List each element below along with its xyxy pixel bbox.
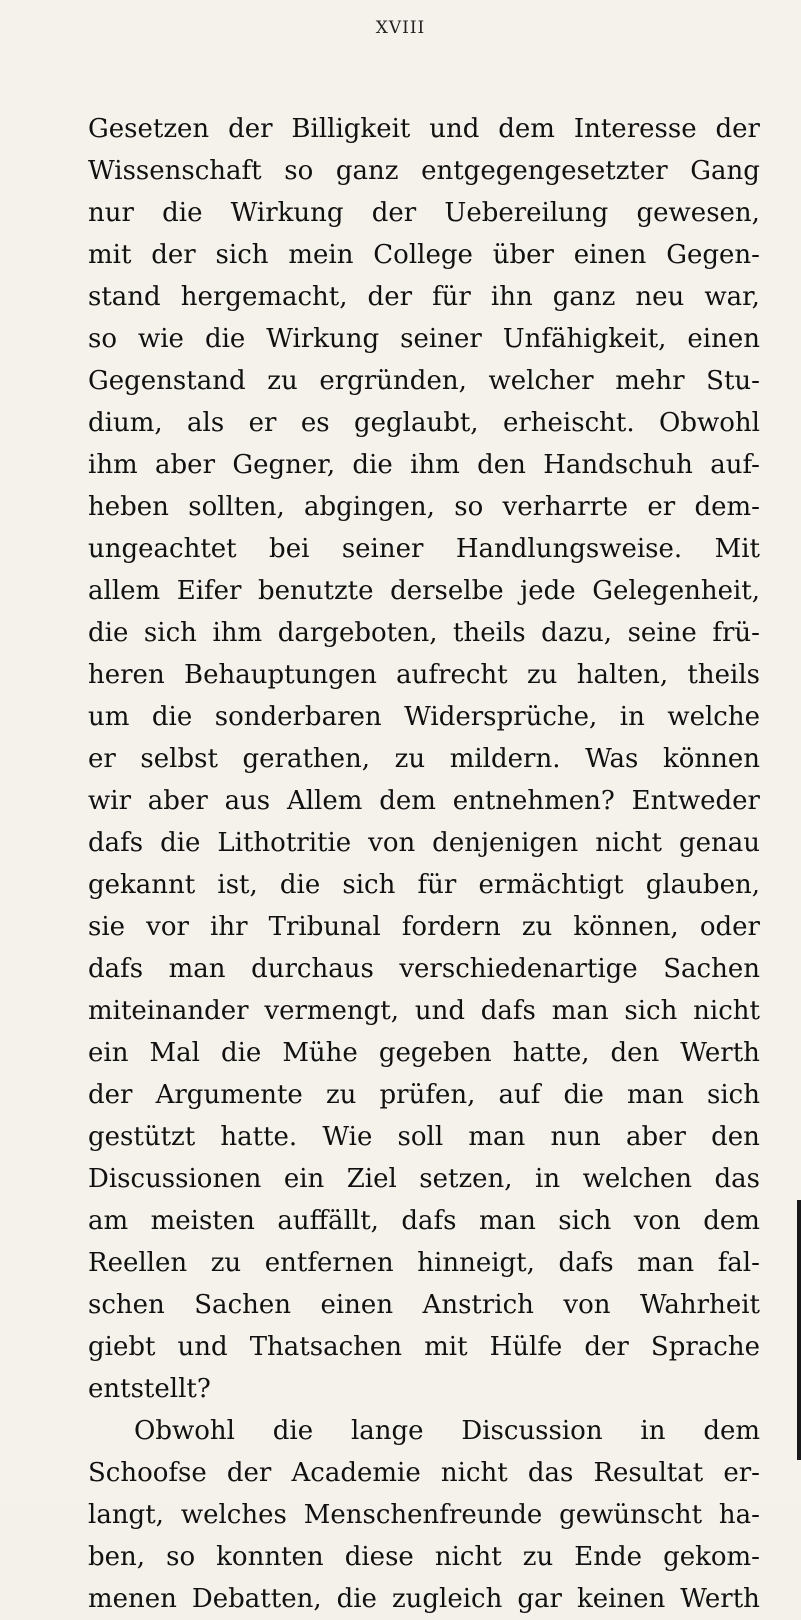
word: Allem	[286, 786, 363, 816]
word: benutzte	[258, 576, 374, 606]
word: selbst	[140, 744, 218, 774]
word: nicht	[595, 828, 663, 858]
word: es	[300, 408, 330, 438]
text-line	[88, 360, 760, 402]
text-line	[88, 654, 760, 696]
word: theils	[687, 660, 760, 690]
word: zu	[526, 660, 558, 690]
word: die	[272, 1416, 314, 1446]
word: gekannt	[88, 870, 196, 900]
word: Obwohl	[659, 408, 760, 438]
word: sich	[707, 1080, 760, 1110]
word: gegeben	[378, 1038, 492, 1068]
text-line	[88, 696, 760, 738]
word: Eifer	[176, 576, 242, 606]
word: den	[711, 1122, 760, 1152]
word: können,	[573, 912, 679, 942]
text-line	[88, 822, 760, 864]
text-line	[88, 948, 760, 990]
word: ihr	[210, 912, 248, 942]
text-line	[88, 1326, 760, 1368]
page-header-numeral: XVIII	[375, 18, 426, 38]
text-line	[88, 738, 760, 780]
word: ihm	[88, 450, 138, 480]
word: hatte,	[512, 1038, 590, 1068]
word: der	[88, 1080, 133, 1110]
word: Wirkung	[230, 198, 344, 228]
word: das	[527, 1458, 574, 1488]
word: aus	[224, 786, 271, 816]
word: er-	[723, 1458, 760, 1488]
word: Gegenstand	[88, 366, 246, 396]
word: Werth	[680, 1584, 760, 1614]
word: menen	[88, 1584, 177, 1614]
word: wie	[137, 324, 184, 354]
word: zu	[394, 744, 426, 774]
word: welches	[180, 1500, 287, 1530]
word: die	[279, 870, 321, 900]
word: seine	[627, 618, 697, 648]
word: die	[151, 702, 193, 732]
word: Tribunal	[268, 912, 381, 942]
word: welchen	[582, 1164, 692, 1194]
word: für	[432, 282, 471, 312]
word: ungeachtet	[88, 534, 237, 564]
word: auf-	[710, 450, 760, 480]
word: halten,	[576, 660, 669, 690]
word: von	[368, 828, 416, 858]
word: er	[248, 408, 277, 438]
text-line	[88, 1116, 760, 1158]
word: die	[160, 828, 201, 858]
word: hinneigt,	[417, 1248, 535, 1278]
word: in	[640, 1416, 666, 1446]
word: derselbe	[390, 576, 504, 606]
word: nun	[550, 1122, 601, 1152]
word: mildern.	[449, 744, 561, 774]
word: heben	[88, 492, 169, 522]
word: Gang	[690, 156, 760, 186]
text-line	[88, 1368, 760, 1410]
word: Mühe	[282, 1038, 358, 1068]
word: prüfen,	[379, 1080, 476, 1110]
word: dium,	[88, 408, 163, 438]
word: man	[168, 954, 226, 984]
word: sich	[558, 1206, 612, 1236]
word: nur	[88, 198, 134, 228]
text-line	[88, 906, 760, 948]
word: durchaus	[251, 954, 374, 984]
word: konnten	[216, 1542, 324, 1572]
word: in	[619, 702, 645, 732]
word: der	[715, 114, 760, 144]
word: Argumente	[155, 1080, 303, 1110]
word: am	[88, 1206, 129, 1236]
word: vor	[146, 912, 189, 942]
word: gewünscht	[559, 1500, 703, 1530]
word: die	[204, 324, 246, 354]
word: Sachen	[194, 1290, 292, 1320]
word: Stu-	[706, 366, 760, 396]
word: so	[88, 324, 117, 354]
word: dafs	[88, 828, 144, 858]
word: die	[563, 1080, 604, 1110]
word: schen	[88, 1290, 165, 1320]
word: Debatten,	[191, 1584, 322, 1614]
word: dafs	[88, 954, 144, 984]
word: oder	[699, 912, 760, 942]
word: aber	[625, 1122, 686, 1152]
word: Gelegenheit,	[592, 576, 760, 606]
word: man	[468, 1122, 526, 1152]
text-line	[88, 1284, 760, 1326]
word: welche	[667, 702, 760, 732]
word: dafs	[480, 996, 536, 1026]
word: mit	[88, 240, 132, 270]
word: fordern	[401, 912, 501, 942]
text-line	[88, 1452, 760, 1494]
text-line	[88, 318, 760, 360]
word: man	[478, 1206, 536, 1236]
word: Thatsachen	[249, 1332, 403, 1362]
word: entstellt?	[88, 1374, 211, 1404]
word: Lithotritie	[217, 828, 352, 858]
word: den	[477, 450, 526, 480]
word: langt,	[88, 1500, 164, 1530]
text-line	[88, 570, 760, 612]
text-line	[88, 864, 760, 906]
text-line	[88, 528, 760, 570]
word: Billigkeit	[291, 114, 411, 144]
word: sich	[215, 240, 269, 270]
word: Wirkung	[266, 324, 380, 354]
text-line	[88, 612, 760, 654]
word: verschiedenartige	[399, 954, 638, 984]
text-line	[88, 1410, 760, 1452]
word: keinen	[576, 1584, 666, 1614]
word: ergründen,	[319, 366, 467, 396]
word: gewesen,	[636, 198, 760, 228]
word: um	[88, 702, 130, 732]
word: glauben,	[645, 870, 760, 900]
word: Gegen-	[666, 240, 760, 270]
word: die	[162, 198, 203, 228]
word: sollten,	[188, 492, 285, 522]
word: man	[626, 1080, 684, 1110]
word: dazu,	[541, 618, 613, 648]
text-line	[88, 234, 760, 276]
word: den	[610, 1038, 660, 1068]
word: Werth	[680, 1038, 760, 1068]
word: diese	[344, 1542, 414, 1572]
word: Sachen	[663, 954, 760, 984]
word: dafs	[401, 1206, 457, 1236]
word: Wie	[322, 1122, 373, 1152]
word: die	[336, 1584, 377, 1614]
word: Anstrich	[422, 1290, 534, 1320]
word: Academie	[291, 1458, 421, 1488]
word: Mit	[714, 534, 760, 564]
text-line	[88, 1200, 760, 1242]
text-line	[88, 444, 760, 486]
word: so	[284, 156, 314, 186]
text-line	[88, 1158, 760, 1200]
word: seiner	[341, 534, 424, 564]
word: vermengt,	[264, 996, 400, 1026]
text-line	[88, 1032, 760, 1074]
word: Reellen	[88, 1248, 188, 1278]
word: zu	[522, 1542, 554, 1572]
word: lange	[350, 1416, 424, 1446]
word: Handschuh	[543, 450, 693, 480]
word: Unfähigkeit,	[502, 324, 667, 354]
word: ist,	[217, 870, 258, 900]
word: Interesse	[573, 114, 697, 144]
text-line	[88, 150, 760, 192]
word: gerathen,	[242, 744, 371, 774]
word: man	[637, 1248, 695, 1278]
word: Sprache	[650, 1332, 760, 1362]
word: entgegengesetzter	[421, 156, 668, 186]
word: setzen,	[419, 1164, 513, 1194]
word: und	[177, 1332, 228, 1362]
text-line	[88, 1242, 760, 1284]
word: Widersprüche,	[404, 702, 598, 732]
word: sich	[143, 618, 197, 648]
word: ganz	[552, 282, 616, 312]
word: gar	[517, 1584, 562, 1614]
word: mein	[288, 240, 354, 270]
word: zu	[521, 912, 553, 942]
word: hergemacht,	[180, 282, 348, 312]
word: sie	[88, 912, 126, 942]
word: heren	[88, 660, 165, 690]
text-line	[88, 192, 760, 234]
word: ihm	[410, 450, 460, 480]
word: aufrecht	[396, 660, 508, 690]
word: Wahrheit	[639, 1290, 760, 1320]
word: Discussion	[461, 1416, 603, 1446]
word: dargeboten,	[277, 618, 438, 648]
word: ben,	[88, 1542, 146, 1572]
word: von	[633, 1206, 681, 1236]
word: ein	[283, 1164, 325, 1194]
word: Obwohl	[134, 1416, 235, 1446]
word: dem	[379, 786, 436, 816]
word: ermächtigt	[478, 870, 624, 900]
word: der	[226, 1458, 272, 1488]
text-line	[88, 780, 760, 822]
word: zugleich	[391, 1584, 503, 1614]
word: können	[662, 744, 760, 774]
word: wir	[88, 786, 131, 816]
word: von	[563, 1290, 611, 1320]
word: der	[228, 114, 273, 144]
body-text	[88, 108, 760, 1620]
word: Handlungsweise.	[455, 534, 683, 564]
word: fal-	[717, 1248, 760, 1278]
word: ein	[88, 1038, 129, 1068]
word: war,	[704, 282, 760, 312]
word: auf	[498, 1080, 541, 1110]
word: nicht	[440, 1458, 508, 1488]
text-line	[88, 1536, 760, 1578]
word: nicht	[434, 1542, 502, 1572]
text-line	[88, 402, 760, 444]
word: in	[535, 1164, 561, 1194]
word: Gegner,	[232, 450, 336, 480]
word: zu	[210, 1248, 242, 1278]
word: auffällt,	[277, 1206, 379, 1236]
word: geglaubt,	[353, 408, 479, 438]
word: und	[429, 114, 480, 144]
word: Schoofse	[88, 1458, 207, 1488]
word: über	[492, 240, 554, 270]
word: Uebereilung	[444, 198, 609, 228]
word: sonderbaren	[214, 702, 382, 732]
word: Resultat	[593, 1458, 704, 1488]
word: mehr	[615, 366, 685, 396]
word: der	[584, 1332, 629, 1362]
text-line	[88, 1494, 760, 1536]
word: ihm	[212, 618, 263, 648]
word: College	[373, 240, 473, 270]
word: stand	[88, 282, 161, 312]
word: man	[551, 996, 609, 1026]
word: abgingen,	[304, 492, 435, 522]
word: so	[166, 1542, 196, 1572]
word: Was	[585, 744, 639, 774]
word: Ziel	[346, 1164, 397, 1194]
word: Gesetzen	[88, 114, 210, 144]
word: zu	[325, 1080, 357, 1110]
word: für	[417, 870, 457, 900]
word: die	[352, 450, 393, 480]
word: dem-	[694, 492, 760, 522]
word: dem	[498, 114, 555, 144]
word: entnehmen?	[452, 786, 615, 816]
word: Menschenfreunde	[303, 1500, 543, 1530]
word: Mal	[149, 1038, 200, 1068]
word: theils	[453, 618, 526, 648]
word: genau	[678, 828, 760, 858]
word: Ende	[574, 1542, 643, 1572]
word: seiner	[400, 324, 482, 354]
text-line	[88, 108, 760, 150]
text-line	[88, 990, 760, 1032]
word: er	[88, 744, 116, 774]
word: sich	[342, 870, 396, 900]
word: dem	[703, 1206, 760, 1236]
word: hatte.	[220, 1122, 298, 1152]
text-line	[88, 486, 760, 528]
word: so	[454, 492, 484, 522]
word: verharrte	[502, 492, 628, 522]
word: die	[220, 1038, 262, 1068]
word: dafs	[558, 1248, 614, 1278]
word: meisten	[150, 1206, 255, 1236]
word: bei	[269, 534, 310, 564]
word: neu	[635, 282, 685, 312]
word: welcher	[488, 366, 594, 396]
word: soll	[397, 1122, 444, 1152]
word: Entweder	[631, 786, 760, 816]
word: ihn	[490, 282, 533, 312]
text-line	[88, 1074, 760, 1116]
word: erheischt.	[502, 408, 635, 438]
word: der	[151, 240, 196, 270]
word: sich	[624, 996, 678, 1026]
word: allem	[88, 576, 161, 606]
word: Hülfe	[489, 1332, 563, 1362]
word: einen	[320, 1290, 394, 1320]
word: denjenigen	[432, 828, 579, 858]
word: entfernen	[264, 1248, 394, 1278]
word: Discussionen	[88, 1164, 262, 1194]
text-line	[88, 276, 760, 318]
word: aber	[155, 450, 215, 480]
word: zu	[267, 366, 298, 396]
word: gekom-	[663, 1542, 760, 1572]
word: die	[88, 618, 129, 648]
word: ganz	[335, 156, 399, 186]
word: frü-	[712, 618, 760, 648]
word: einen	[687, 324, 760, 354]
word: aber	[147, 786, 208, 816]
text-line	[88, 1578, 760, 1620]
word: miteinander	[88, 996, 249, 1026]
word: jede	[520, 576, 576, 606]
word: als	[187, 408, 225, 438]
word: giebt	[88, 1332, 156, 1362]
word: der	[371, 198, 417, 228]
word: Behauptungen	[184, 660, 377, 690]
word: das	[714, 1164, 760, 1194]
word: Wissenschaft	[88, 156, 262, 186]
word: er	[647, 492, 676, 522]
word: mit	[424, 1332, 468, 1362]
page-edge-shadow	[797, 1200, 801, 1460]
word: ha-	[718, 1500, 760, 1530]
word: gestützt	[88, 1122, 196, 1152]
word: der	[367, 282, 413, 312]
word: einen	[573, 240, 647, 270]
word: und	[414, 996, 465, 1026]
word: dem	[703, 1416, 760, 1446]
word: nicht	[693, 996, 760, 1026]
